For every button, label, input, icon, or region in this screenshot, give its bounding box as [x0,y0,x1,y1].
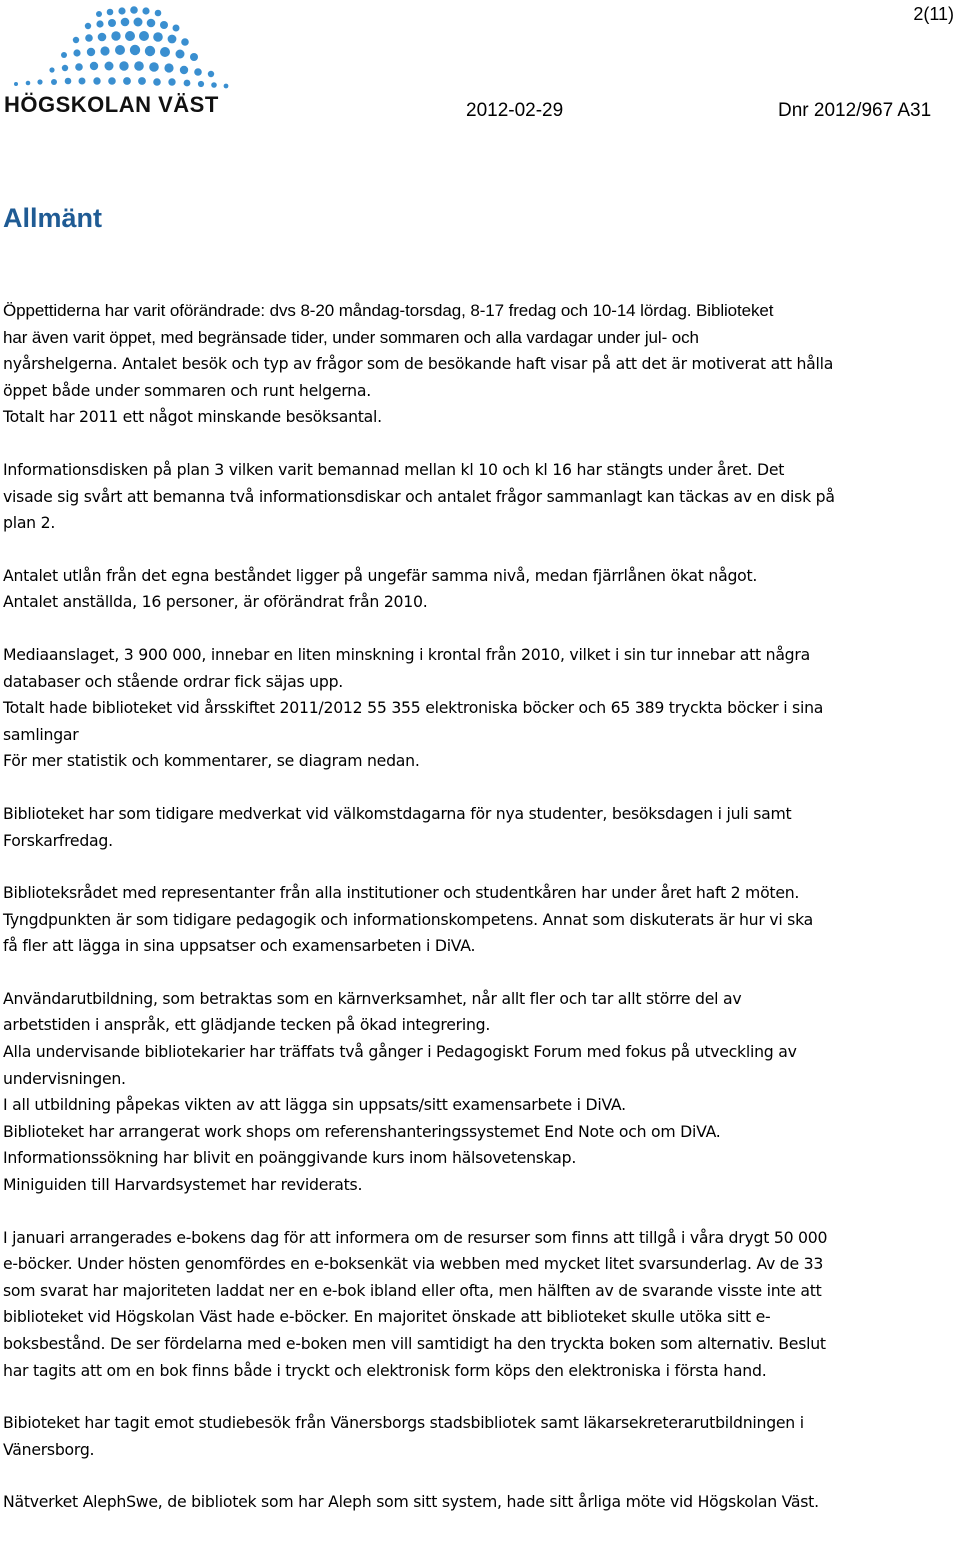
text-line: biblioteket vid Högskolan Väst hade e-böcker. En majoritet önskade att biblioteket skulle utöka sitt e- [3,1307,771,1327]
text-line: nyårshelgerna. Antalet besök och typ av frågor som de besökande haft visar på att det är motiverat att hålla [3,354,834,374]
document-date: 2012-02-29 [466,100,564,121]
paragraph-ebook-day [3,1225,958,1385]
text-line: Användarutbildning, som betraktas som en kärnverksamhet, når allt fler och tar allt större del av [3,988,742,1008]
text-line: som svarat har majoriteten laddat ner en e-bok ibland eller ofta, men hälften av de svarande visste inte att [3,1280,822,1300]
paragraph-media-budget [3,642,958,775]
text-line: plan 2. [3,513,56,533]
text-line: Totalt har 2011 ett något minskande besöksantal. [3,407,382,427]
text-line: har även varit öppet, med begränsade tider, under sommaren och alla vardagar under jul- och [3,327,699,347]
section-title: Allmänt [3,203,103,233]
text-line: databaser och stående ordrar fick säjas upp. [3,671,344,691]
text-line: Forskarfredag. [3,830,113,850]
text-line: Öppettiderna har varit oförändrade: dvs 8-20 måndag-torsdag, 8-17 fredag och 10-14 lördag. Biblioteket [3,301,774,320]
text-line: Miniguiden till Harvardsystemet har reviderats. [3,1175,363,1195]
text-line: öppet både under sommaren och runt helgerna. [3,380,371,400]
paragraph-opening-hours [3,298,958,431]
logo-text: HÖGSKOLAN VÄST [4,92,219,117]
text-line: få fler att lägga in sina uppsatser och examensarbeten i DiVA. [3,936,476,956]
text-line: Antalet anställda, 16 personer, är oförändrat från 2010. [3,592,428,612]
text-line: Alla undervisande bibliotekarier har träffats två gånger i Pedagogiskt Forum med fokus på utveckling av [3,1042,797,1062]
paragraph-study-visits [3,1410,958,1463]
text-line: Nätverket AlephSwe, de bibliotek som har Aleph som sitt system, hade sitt årliga möte vid Högskolan Väst. [3,1492,819,1512]
hogskolan-vast-logo [4,0,232,122]
paragraph-library-council [3,880,958,960]
document-body [3,298,958,1542]
text-line: Informationssökning har blivit en poänggivande kurs inom hälsovetenskap. [3,1148,577,1168]
text-line: Totalt hade biblioteket vid årsskiftet 2011/2012 55 355 elektroniska böcker och 65 389 tryckta böcker i sina [3,698,824,718]
paragraph-alephswe [3,1489,958,1516]
text-line: boksbestånd. De ser fördelarna med e-boken men vill samtidigt ha den tryckta boken som alternativ. Beslut [3,1334,826,1353]
text-line: Biblioteket har som tidigare medverkat vid välkomstdagarna för nya studenter, besöksdagen i juli samt [3,803,792,823]
document-reference-number: Dnr 2012/967 A31 [778,100,932,121]
text-line: har tagits att om en bok finns både i tryckt och elektronisk form köps den elektroniska i första hand. [3,1360,767,1380]
text-line: visade sig svårt att bemanna två informationsdiskar och antalet frågor sammanlagt kan täckas av en disk på [3,486,835,506]
paragraph-welcome-days [3,801,958,854]
text-line: Antalet utlån från det egna beståndet ligger på ungefär samma nivå, medan fjärrlånen ökat något. [3,565,758,585]
text-line: Biblioteket har arrangerat work shops om referenshanteringssystemet End Note och om DiVA. [3,1121,721,1141]
text-line: samlingar [3,724,79,744]
text-line: För mer statistik och kommentarer, se diagram nedan. [3,751,420,771]
logo-dots-icon [4,0,232,92]
text-line: Biblioteksrådet med representanter från alla institutioner och studentkåren har under året haft 2 möten. [3,883,800,903]
text-line: arbetstiden i anspråk, ett glädjande tecken på ökad integrering. [3,1015,491,1035]
paragraph-loans-staff [3,563,958,616]
text-line: Bibioteket har tagit emot studiebesök från Vänersborgs stadsbibliotek samt läkarsekreterarutbildningen i [3,1413,804,1433]
text-line: I all utbildning påpekas vikten av att lägga sin uppsats/sitt examensarbete i DiVA. [3,1095,626,1115]
text-line: Mediaanslaget, 3 900 000, innebar en liten minskning i krontal från 2010, vilket i sin tur innebar att några [3,644,810,664]
text-line: Vänersborg. [3,1439,95,1459]
paragraph-information-desk [3,457,958,537]
text-line: e-böcker. Under hösten genomfördes en e-boksenkät via webben med mycket litet svarsunderlag. Av de 33 [3,1254,824,1274]
text-line: Tyngdpunkten är som tidigare pedagogik och informationskompetens. Annat som diskuterats är hur vi ska [3,909,814,929]
text-line: Informationsdisken på plan 3 vilken varit bemannad mellan kl 10 och kl 16 har stängts under året. Det [3,459,785,479]
paragraph-user-education [3,986,958,1199]
text-line: I januari arrangerades e-bokens dag för att informera om de resurser som finns att tillgå i våra drygt 50 000 [3,1227,828,1247]
page-number: 2(11) [913,4,954,24]
text-line: undervisningen. [3,1068,126,1088]
